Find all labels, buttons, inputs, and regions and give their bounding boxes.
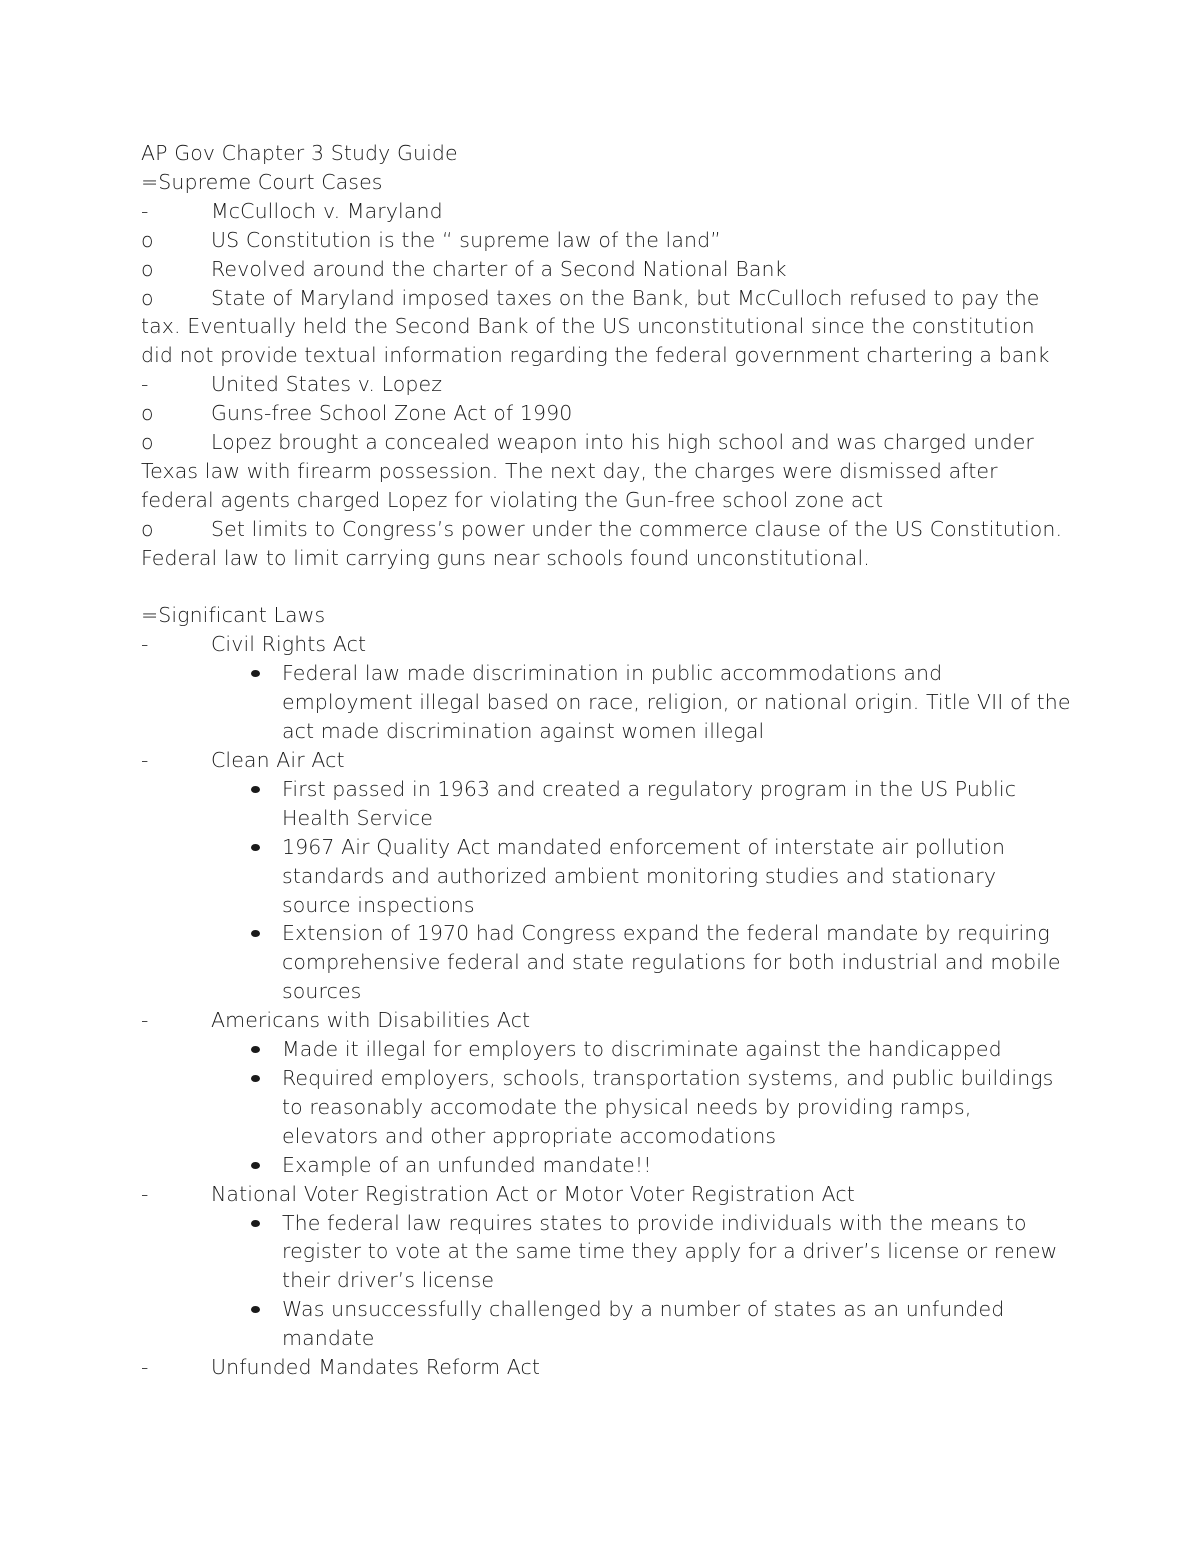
bullet-dot-icon bbox=[246, 833, 282, 920]
law-bullet bbox=[141, 1295, 1071, 1353]
dash-marker: - bbox=[141, 632, 149, 657]
case-point bbox=[141, 284, 1071, 371]
case-name: United States v. Lopez bbox=[211, 372, 443, 397]
dash-marker: - bbox=[141, 748, 149, 773]
case-point bbox=[141, 428, 1071, 515]
law-bullet bbox=[141, 919, 1071, 1006]
section-heading-supreme-court-cases: =Supreme Court Cases bbox=[141, 169, 383, 194]
law-name: Americans with Disabilities Act bbox=[211, 1008, 531, 1033]
case-point-text: Guns-free School Zone Act of 1990 bbox=[211, 401, 573, 426]
law-name: Clean Air Act bbox=[211, 748, 345, 773]
bullet-dot-icon bbox=[246, 919, 282, 1006]
o-marker: o bbox=[141, 285, 154, 310]
law-name: Unfunded Mandates Reform Act bbox=[211, 1355, 541, 1380]
law-name: National Voter Registration Act or Motor Voter Registration Act bbox=[211, 1181, 855, 1206]
o-marker: o bbox=[141, 256, 154, 281]
law-name: Civil Rights Act bbox=[211, 632, 367, 657]
law-item bbox=[141, 630, 1071, 659]
bullet-dot-icon bbox=[246, 659, 282, 746]
bullet-dot-icon bbox=[246, 1295, 282, 1353]
dash-marker: - bbox=[141, 372, 149, 397]
law-bullet bbox=[141, 1151, 1071, 1180]
law-bullet bbox=[141, 1064, 1071, 1151]
law-bullet bbox=[141, 775, 1071, 833]
law-item bbox=[141, 1006, 1071, 1035]
law-bullet-text: Example of an unfunded mandate!! bbox=[282, 1152, 652, 1177]
case-point-text: Revolved around the charter of a Second National Bank bbox=[211, 256, 787, 281]
bullet-dot-icon bbox=[246, 775, 282, 833]
case-point-text: US Constitution is the “ supreme law of the land” bbox=[211, 227, 721, 252]
law-bullet bbox=[141, 1035, 1071, 1064]
o-marker: o bbox=[141, 227, 154, 252]
bullet-dot-icon bbox=[246, 1064, 282, 1151]
law-bullet bbox=[141, 1209, 1071, 1296]
document-page bbox=[141, 139, 1071, 1382]
law-bullet bbox=[141, 833, 1071, 920]
case-point bbox=[141, 515, 1071, 573]
o-marker: o bbox=[141, 516, 154, 541]
law-bullet-text: The federal law requires states to provide individuals with the means to register to vote at the same time they apply for a driver’s license or renew their driver’s license bbox=[282, 1210, 1058, 1293]
o-marker: o bbox=[141, 430, 154, 455]
law-item bbox=[141, 746, 1071, 775]
bullet-dot-icon bbox=[246, 1035, 282, 1064]
law-bullet-text: Was unsuccessfully challenged by a number of states as an unfunded mandate bbox=[282, 1297, 1005, 1351]
bullet-dot-icon bbox=[246, 1209, 282, 1296]
law-bullet-text: Extension of 1970 had Congress expand the federal mandate by requiring comprehensive federal and state regulations for both industrial and mobile sources bbox=[282, 921, 1061, 1004]
case-point-text: Lopez brought a concealed weapon into his high school and was charged under Texas law with firearm possession. The next day, the charges were dismissed after federal agents charged Lopez for violating the Gun-free school zone act bbox=[141, 430, 1034, 512]
law-bullet-text: 1967 Air Quality Act mandated enforcement of interstate air pollution standards and authorized ambient monitoring studies and stationary source inspections bbox=[282, 834, 1006, 917]
dash-marker: - bbox=[141, 1355, 149, 1380]
dash-marker: - bbox=[141, 1008, 149, 1033]
law-item bbox=[141, 1353, 1071, 1382]
law-bullet-text: First passed in 1963 and created a regulatory program in the US Public Health Service bbox=[282, 776, 1017, 830]
law-bullet-text: Required employers, schools, transportation systems, and public buildings to reasonably accomodate the physical needs by providing ramps, elevators and other appropriate accomodations bbox=[282, 1065, 1054, 1148]
case-point-text: State of Maryland imposed taxes on the Bank, but McCulloch refused to pay the tax. Eventually held the Second Bank of the US unconstitutional since the constitution did not provide textual information regarding the federal government chartering a bank bbox=[141, 285, 1050, 368]
dash-marker: - bbox=[141, 198, 149, 223]
o-marker: o bbox=[141, 401, 154, 426]
case-name: McCulloch v. Maryland bbox=[211, 198, 443, 223]
document-title: AP Gov Chapter 3 Study Guide bbox=[141, 141, 458, 165]
bullet-dot-icon bbox=[246, 1151, 282, 1180]
law-bullet-text: Made it illegal for employers to discriminate against the handicapped bbox=[282, 1037, 1002, 1062]
case-point bbox=[141, 399, 1071, 428]
law-bullet bbox=[141, 659, 1071, 746]
blank-line bbox=[141, 573, 1071, 602]
law-item bbox=[141, 1180, 1071, 1209]
case-item bbox=[141, 370, 1071, 399]
section-heading-significant-laws: =Significant Laws bbox=[141, 603, 326, 628]
law-bullet-text: Federal law made discrimination in public accommodations and employment illegal based on race, religion, or national origin. Title VII of the act made discrimination against women illegal bbox=[282, 661, 1071, 744]
dash-marker: - bbox=[141, 1181, 149, 1206]
case-point bbox=[141, 226, 1071, 255]
case-point-text: Set limits to Congress’s power under the commerce clause of the US Constitution. Federal law to limit carrying guns near schools found unconstitutional. bbox=[141, 516, 1063, 570]
case-point bbox=[141, 255, 1071, 284]
case-item bbox=[141, 197, 1071, 226]
